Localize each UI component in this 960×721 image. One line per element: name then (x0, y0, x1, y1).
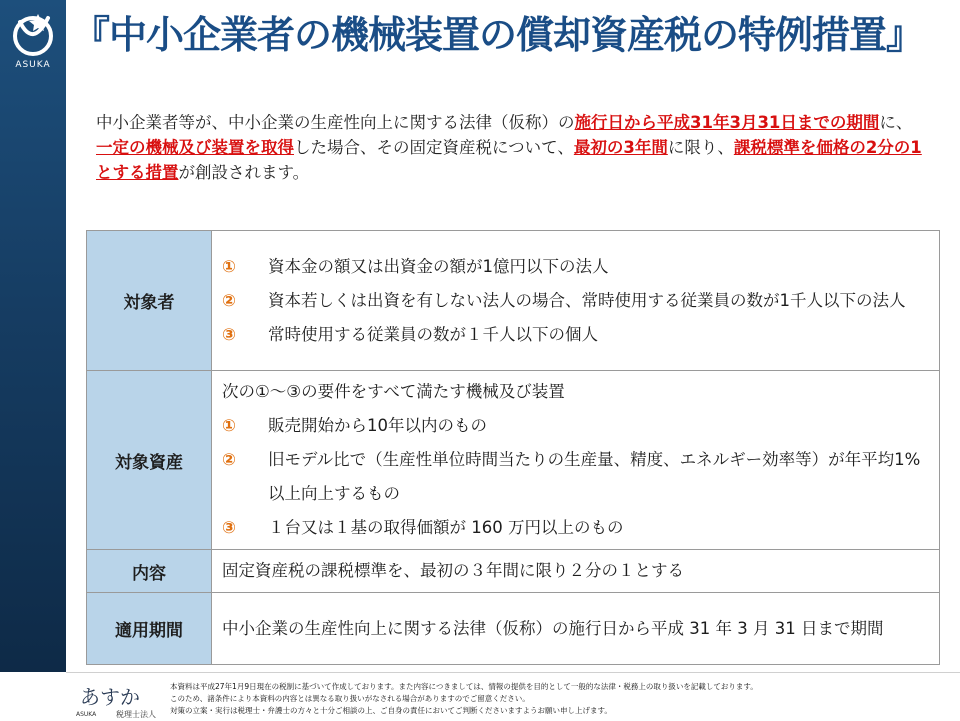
item-number: ③ (222, 324, 236, 344)
item-number: ② (222, 290, 236, 310)
item-text: 旧モデル比で（生産性単位時間当たりの生産量、精度、エネルギー効率等）が年平均1%以上向上するもの (268, 450, 921, 503)
item-text: 常時使用する従業員の数が１千人以下の個人 (268, 324, 598, 344)
intro-highlight-measure: 課税標準を価格の2分の1とする措置 (96, 138, 922, 182)
intro-highlight-acquire: 一定の機械及び装置を取得 (96, 138, 294, 157)
disclaimer (170, 681, 950, 717)
intro-highlight-period: 施行日から平成31年3月31日までの期間 (574, 113, 880, 132)
footer-logo (72, 677, 162, 719)
table-row-content (87, 550, 940, 593)
item-text: １台又は１基の取得価額が 160 万円以上のもの (268, 518, 624, 537)
intro-text: に、 (879, 113, 913, 132)
row-label-content: 内容 (87, 550, 212, 593)
period-text: 中小企業の生産性向上に関する法律（仮称）の施行日から平成 31 年 3 月 31 日まで期間 (222, 618, 884, 638)
sidebar (0, 0, 66, 672)
intro-text: 中小企業者等が、中小企業の生産性向上に関する法律（仮称）の (96, 113, 575, 132)
row-label-asset: 対象資産 (87, 371, 212, 550)
list-item (222, 250, 927, 284)
table-row-target (87, 231, 940, 371)
table-row-period (87, 593, 940, 665)
item-text: 資本若しくは出資を有しない法人の場合、常時使用する従業員の数が1千人以下の法人 (268, 290, 906, 310)
disclaimer-line: 対策の立案・実行は税理士・弁護士の方々と十分ご相談の上、ご自身の責任においてご判断くださいますようお願い申し上げます。 (170, 706, 612, 715)
row-content-period (212, 593, 940, 665)
content-text: 固定資産税の課税標準を、最初の３年間に限り２分の１とする (222, 561, 684, 580)
row-content-asset (212, 371, 940, 550)
footer (66, 672, 960, 721)
row-label-target: 対象者 (87, 231, 212, 371)
table-row-asset (87, 371, 940, 550)
list-item (222, 409, 927, 443)
intro-highlight-first-years: 最初の3年間 (573, 138, 668, 157)
list-item (222, 284, 927, 318)
intro-text: した場合、その固定資産税について、 (294, 138, 574, 157)
item-number: ② (222, 450, 236, 469)
list-item (222, 511, 927, 545)
intro-text: に限り、 (667, 138, 734, 157)
row-content-content (212, 550, 940, 593)
intro-paragraph (96, 110, 926, 185)
item-number: ③ (222, 518, 236, 537)
brand-name: ASUKA (15, 60, 51, 70)
summary-table (86, 230, 940, 665)
asuka-logo-icon (8, 8, 58, 68)
disclaimer-line: 本資料は平成27年1月9日現在の税制に基づいて作成しております。また内容につきましては、情報の提供を目的として一般的な法律・税務上の取り扱いを記載しております。 (170, 682, 758, 691)
item-number: ① (222, 256, 236, 276)
list-item (222, 318, 927, 352)
row-content-target (212, 231, 940, 371)
disclaimer-line: このため、諸条件により本資料の内容とは異なる取り扱いがなされる場合がありますのでご留意ください。 (170, 694, 530, 703)
item-number: ① (222, 416, 236, 435)
item-text: 資本金の額又は出資金の額が1億円以下の法人 (268, 256, 609, 276)
intro-text: が創設されます。 (178, 163, 310, 182)
footer-logo-text: あすか (80, 685, 140, 709)
page-title: 『中小企業者の機械装置の償却資産税の特例措置』 (72, 13, 924, 57)
footer-logo-sub: 税理士法人 (116, 710, 156, 719)
asset-lead: 次の①～③の要件をすべて満たす機械及び装置 (222, 382, 565, 401)
list-item (222, 443, 927, 511)
row-label-period: 適用期間 (87, 593, 212, 665)
footer-logo-en: ASUKA (76, 711, 97, 718)
item-text: 販売開始から10年以内のもの (268, 416, 487, 435)
